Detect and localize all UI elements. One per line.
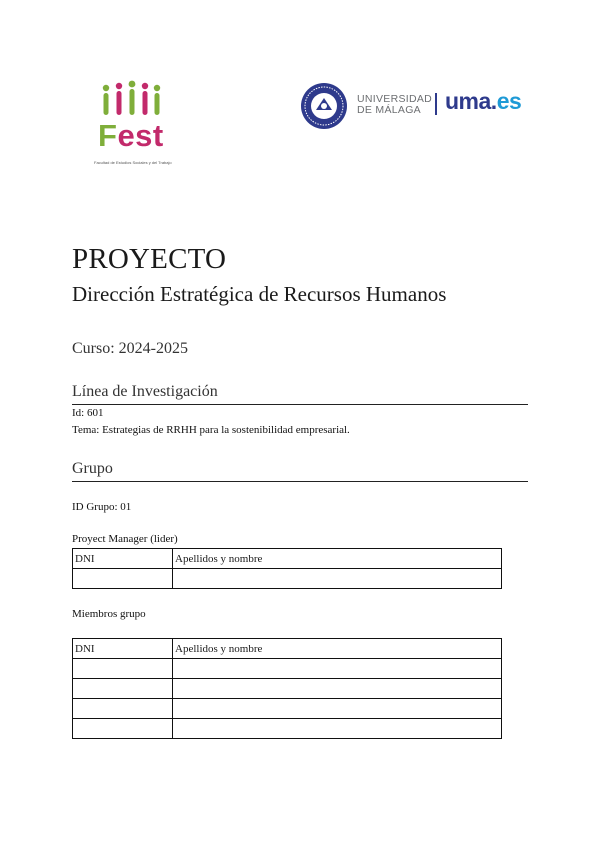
cell-name[interactable] xyxy=(173,719,502,739)
uma-university-name: UNIVERSIDAD DE MÁLAGA xyxy=(357,93,433,116)
header-dni: DNI xyxy=(73,549,173,569)
manager-label: Proyect Manager (lider) xyxy=(72,533,178,545)
section-divider xyxy=(72,481,528,482)
table-row xyxy=(73,719,502,739)
group-id: ID Grupo: 01 xyxy=(72,501,132,513)
table-row xyxy=(73,569,502,589)
header-name: Apellidos y nombre xyxy=(173,549,502,569)
manager-table xyxy=(72,548,502,589)
header-name: Apellidos y nombre xyxy=(173,639,502,659)
fest-logo-subtitle: Facultad de Estudios Sociales y del Trabajo xyxy=(94,160,172,165)
members-table xyxy=(72,638,502,739)
table-header-row xyxy=(73,549,502,569)
uma-logo-divider xyxy=(435,93,437,115)
cell-dni[interactable] xyxy=(73,569,173,589)
group-heading: Grupo xyxy=(72,460,113,477)
table-header-row xyxy=(73,639,502,659)
page-title: PROYECTO xyxy=(72,243,227,275)
uma-web-wordmark: uma.es xyxy=(445,88,522,114)
cell-dni[interactable] xyxy=(73,699,173,719)
fest-logo-wordmark: Fest xyxy=(98,118,164,153)
cell-name[interactable] xyxy=(173,679,502,699)
course-year: Curso: 2024-2025 xyxy=(72,340,188,357)
table-row xyxy=(73,659,502,679)
table-row xyxy=(73,699,502,719)
research-line-topic: Tema: Estrategias de RRHH para la sostenibilidad empresarial. xyxy=(72,424,350,436)
members-label: Miembros grupo xyxy=(72,608,146,620)
section-divider xyxy=(72,404,528,405)
cell-name[interactable] xyxy=(173,659,502,679)
uma-seal-icon xyxy=(300,82,348,130)
table-row xyxy=(73,679,502,699)
cell-name[interactable] xyxy=(173,699,502,719)
research-line-id: Id: 601 xyxy=(72,407,104,419)
cell-dni[interactable] xyxy=(73,719,173,739)
cell-name[interactable] xyxy=(173,569,502,589)
header-dni: DNI xyxy=(73,639,173,659)
cell-dni[interactable] xyxy=(73,659,173,679)
cell-dni[interactable] xyxy=(73,679,173,699)
page-subtitle: Dirección Estratégica de Recursos Humanos xyxy=(72,282,447,306)
research-line-heading: Línea de Investigación xyxy=(72,383,218,400)
